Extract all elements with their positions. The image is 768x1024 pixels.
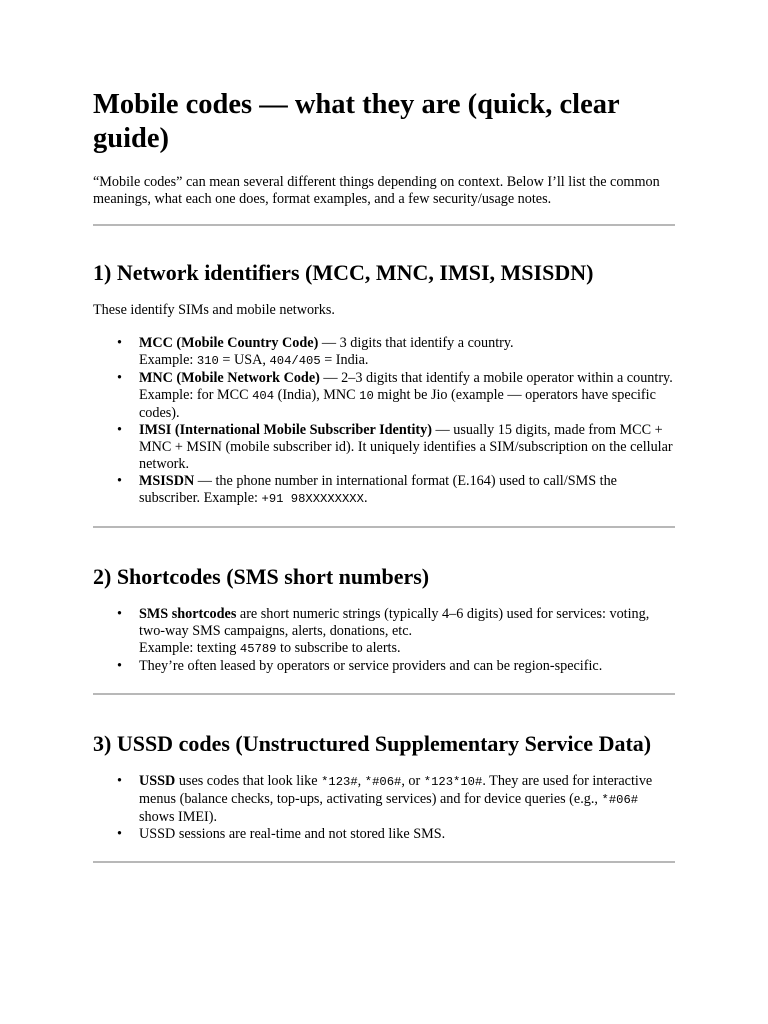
list-item-mcc: • MCC (Mobile Country Code) — 3 digits that identify a country. Example: 310 = USA, 404/405 = India.: [139, 335, 675, 370]
divider: [93, 526, 675, 528]
code-sample: *#06#: [364, 775, 402, 789]
list-item-imsi: • IMSI (International Mobile Subscriber Identity) — usually 15 digits, made from MCC + MNC + MSIN (mobile subscriber id). It uniquely identifies a SIM/subscription on the cellular network.: [139, 422, 675, 473]
section-2-heading: 2) Shortcodes (SMS short numbers): [93, 564, 430, 589]
divider: [93, 861, 675, 863]
code-sample: 404: [252, 389, 275, 403]
term-imsi: IMSI (International Mobile Subscriber Identity): [139, 422, 432, 438]
list-item-ussd: • USSD uses codes that look like *123#, *#06#, or *123*10#. They are used for interactive menus (balance checks, top-ups, activating services) and for device queries (e.g., *#06# shows IMEI).: [139, 773, 675, 826]
term-mcc: MCC (Mobile Country Code): [139, 335, 319, 351]
term-shortcodes: SMS shortcodes: [139, 606, 237, 622]
divider: [93, 224, 675, 226]
list-item-msisdn: • MSISDN — the phone number in international format (E.164) used to call/SMS the subscriber. Example: +91 98XXXXXXXX.: [139, 473, 675, 508]
term-msisdn: MSISDN: [139, 473, 195, 489]
code-sample: +91 98XXXXXXXX: [261, 492, 364, 506]
list-item-mnc: • MNC (Mobile Network Code) — 2–3 digits that identify a mobile operator within a country. Example: for MCC 404 (India), MNC 10 might be Jio (example — operators have specific codes).: [139, 370, 675, 422]
section-3-heading: 3) USSD codes (Unstructured Supplementary Service Data): [93, 731, 652, 756]
section-1-list: [93, 335, 675, 508]
code-sample: 45789: [239, 642, 277, 656]
code-sample: *123*10#: [423, 775, 483, 789]
section-1-lead: These identify SIMs and mobile networks.: [93, 302, 335, 318]
list-item-leased: • They’re often leased by operators or service providers and can be region-specific.: [139, 658, 675, 675]
divider: [93, 693, 675, 695]
list-item-shortcodes: • SMS shortcodes are short numeric strings (typically 4–6 digits) used for services: voting, two-way SMS campaigns, alerts, donations, etc. Example: texting 45789 to subscribe to alerts.: [139, 606, 675, 658]
section-1-heading: 1) Network identifiers (MCC, MNC, IMSI, MSISDN): [93, 260, 594, 285]
code-sample: 310: [196, 354, 219, 368]
code-sample: 10: [359, 389, 374, 403]
term-ussd: USSD: [139, 773, 176, 789]
code-sample: *123#: [321, 775, 358, 789]
page-title: Mobile codes — what they are (quick, clear guide): [93, 89, 620, 154]
section-2-list: [93, 606, 675, 675]
intro-paragraph: “Mobile codes” can mean several different things depending on context. Below I’ll list the common meanings, what each one does, format examples, and a few security/usage notes.: [93, 174, 660, 207]
section-3-list: [93, 773, 675, 843]
list-item-ussd-sessions: • USSD sessions are real-time and not stored like SMS.: [139, 826, 675, 843]
term-mnc: MNC (Mobile Network Code): [139, 370, 320, 386]
code-sample: 404/405: [269, 354, 321, 368]
code-sample: *#06#: [601, 793, 639, 807]
